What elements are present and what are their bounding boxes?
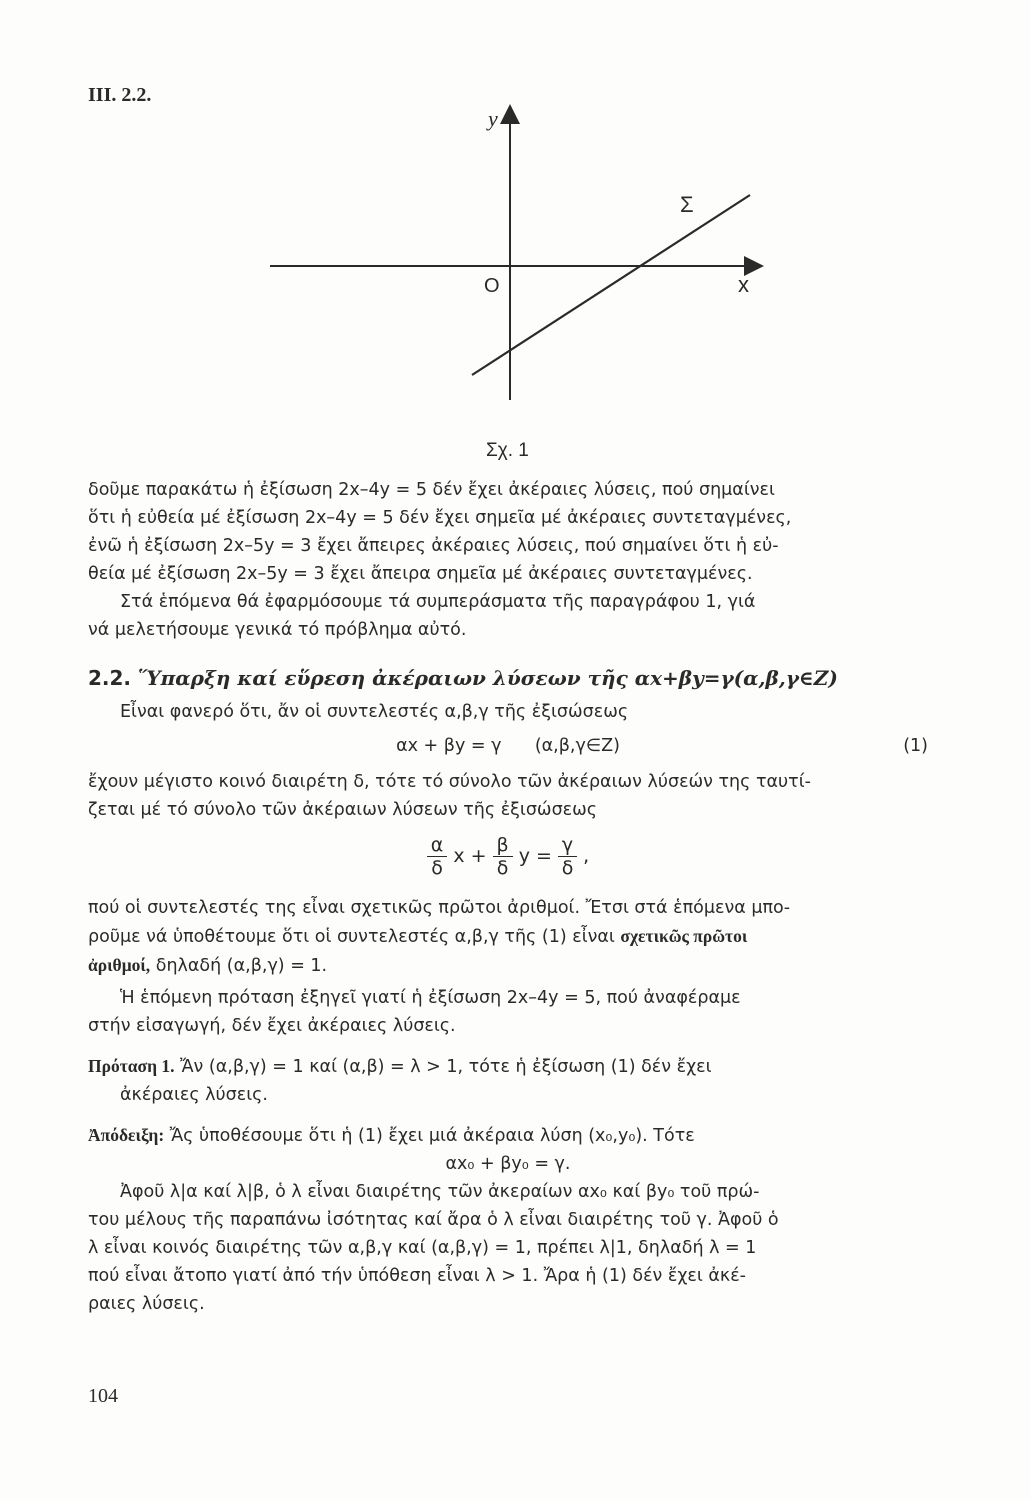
section-heading: Ὕπαρξη καί εὕρεση ἀκέραιων λύσεων τῆς αx+βy=γ(α,β,γ∈Z) <box>138 666 838 690</box>
para3: Εἶναι φανερό ὅτι, ἄν οἱ συντελεστές α,β,γ τῆς ἐξισώσεως <box>120 702 629 722</box>
para5-line2 <box>88 922 928 951</box>
para5-bold-term-2: ἀριθμοί, <box>88 955 151 975</box>
eq2-x-term: x + <box>453 845 487 867</box>
origin-label: O <box>484 275 500 297</box>
coordinate-figure <box>260 100 780 440</box>
para2-line1: Στά ἑπόμενα θά ἐφαρμόσουμε τά συμπεράσματα τῆς παραγράφου 1, γιά <box>120 592 756 612</box>
para5-bold-term: σχετικῶς πρῶτοι <box>620 926 748 946</box>
sigma-line <box>472 195 750 375</box>
proposition-text: Ἄν (α,β,γ) = 1 καί (α,β) = λ > 1, τότε ἡ ἐξίσωση (1) δέν ἔχει <box>174 1057 712 1077</box>
x-axis-label: x <box>738 272 749 297</box>
frac-denominator-delta-1: δ <box>431 856 443 879</box>
proof-equation: αx₀ + βy₀ = γ. <box>445 1154 571 1174</box>
para2-line2: νά μελετήσουμε γενικά τό πρόβλημα αὐτό. <box>88 620 467 640</box>
para4-line1: ἔχουν μέγιστο κοινό διαιρέτη δ, τότε τό σύνολο τῶν ἀκέραιων λύσεών της ταυτί- <box>88 772 811 792</box>
proof-text-1: Ἄς ὑποθέσουμε ὅτι ἡ (1) ἔχει μιά ἀκέραια λύση (x₀,y₀). Τότε <box>164 1126 695 1146</box>
line-label: Σ <box>680 192 694 217</box>
para5-line3-text: δηλαδή (α,β,γ) = 1. <box>150 956 328 976</box>
proof-line5: πού εἶναι ἄτοπο γιατί ἀπό τήν ὑπόθεση εἶναι λ > 1. Ἄρα ἡ (1) δέν ἔχει ἀκέ- <box>88 1266 747 1286</box>
axes-diagram <box>260 100 780 440</box>
para1-line2: ὅτι ἡ εὐθεία μέ ἐξίσωση 2x–4y = 5 δέν ἔχει σημεῖα μέ ἀκέραιες συντεταγμένες, <box>88 508 792 528</box>
section-number: 2.2. <box>88 666 132 690</box>
frac-numerator-alpha: α <box>427 834 448 857</box>
frac-denominator-delta-2: δ <box>496 856 509 879</box>
figure-caption: Σχ. 1 <box>486 440 529 461</box>
proof-line1 <box>88 1121 928 1150</box>
proposition-line2: ἀκέραιες λύσεις. <box>120 1085 268 1105</box>
equation-1-number: (1) <box>903 736 928 756</box>
frac-denominator-delta-3: δ <box>561 856 574 879</box>
section-title <box>88 664 928 692</box>
y-axis-label: y <box>488 106 498 131</box>
page-number: 104 <box>88 1385 118 1407</box>
proof-line4: λ εἶναι κοινός διαιρέτης τῶν α,β,γ καί (α,β,γ) = 1, πρέπει λ|1, δηλαδή λ = 1 <box>88 1238 757 1258</box>
eq2-comma: , <box>583 845 590 867</box>
frac-beta-delta <box>493 834 513 879</box>
proof-line3: του μέλους τῆς παραπάνω ἰσότητας καί ἄρα ὁ λ εἶναι διαιρέτης τοῦ γ. Ἀφοῦ ὁ <box>88 1210 779 1230</box>
equation-2 <box>88 824 928 888</box>
proof-label: Ἀπόδειξη: <box>88 1125 165 1145</box>
proposition-line1 <box>88 1052 928 1081</box>
proof-line2: Ἀφοῦ λ|α καί λ|β, ὁ λ εἶναι διαιρέτης τῶν ἀκεραίων αx₀ καί βy₀ τοῦ πρώ- <box>120 1182 760 1202</box>
main-text <box>88 476 928 1318</box>
frac-gamma-delta <box>558 834 577 879</box>
para5-line2-text: ροῦμε νά ὑποθέτουμε ὅτι οἱ συντελεστές α,β,γ τῆς (1) εἶναι <box>88 927 621 947</box>
frac-numerator-beta: β <box>493 834 513 857</box>
para5-line1: πού οἱ συντελεστές της εἶναι σχετικῶς πρῶτοι ἀριθμοί. Ἔτσι στά ἑπόμενα μπο- <box>88 898 791 918</box>
proof-line6: ραιες λύσεις. <box>88 1294 205 1314</box>
frac-alpha-delta <box>427 834 448 879</box>
para4-line2: ζεται μέ τό σύνολο τῶν ἀκέραιων λύσεων τῆς ἐξισώσεως <box>88 800 598 820</box>
proposition-label: Πρόταση 1. <box>88 1056 175 1076</box>
para1-line4: θεία μέ ἐξίσωση 2x–5y = 3 ἔχει ἄπειρα σημεῖα μέ ἀκέραιες συντεταγμένες. <box>88 564 753 584</box>
para6-line2: στήν εἰσαγωγή, δέν ἔχει ἀκέραιες λύσεις. <box>88 1016 456 1036</box>
para5-line3 <box>88 951 928 980</box>
eq2-y-term: y = <box>518 845 552 867</box>
frac-numerator-gamma: γ <box>558 834 577 857</box>
para6-line1: Ἡ ἑπόμενη πρόταση ἐξηγεῖ γιατί ἡ ἐξίσωση 2x–4y = 5, πού ἀναφέραμε <box>120 988 741 1008</box>
equation-1-body: αx + βy = γ (α,β,γ∈Z) <box>396 736 620 756</box>
chapter-header: III. 2.2. <box>88 84 152 106</box>
para1-line3: ἐνῶ ἡ ἐξίσωση 2x–5y = 3 ἔχει ἄπειρες ἀκέραιες λύσεις, πού σημαίνει ὅτι ἡ εὐ- <box>88 536 779 556</box>
equation-1 <box>88 732 928 760</box>
para1-line1: δοῦμε παρακάτω ἡ ἐξίσωση 2x–4y = 5 δέν ἔχει ἀκέραιες λύσεις, πού σημαίνει <box>88 480 775 500</box>
